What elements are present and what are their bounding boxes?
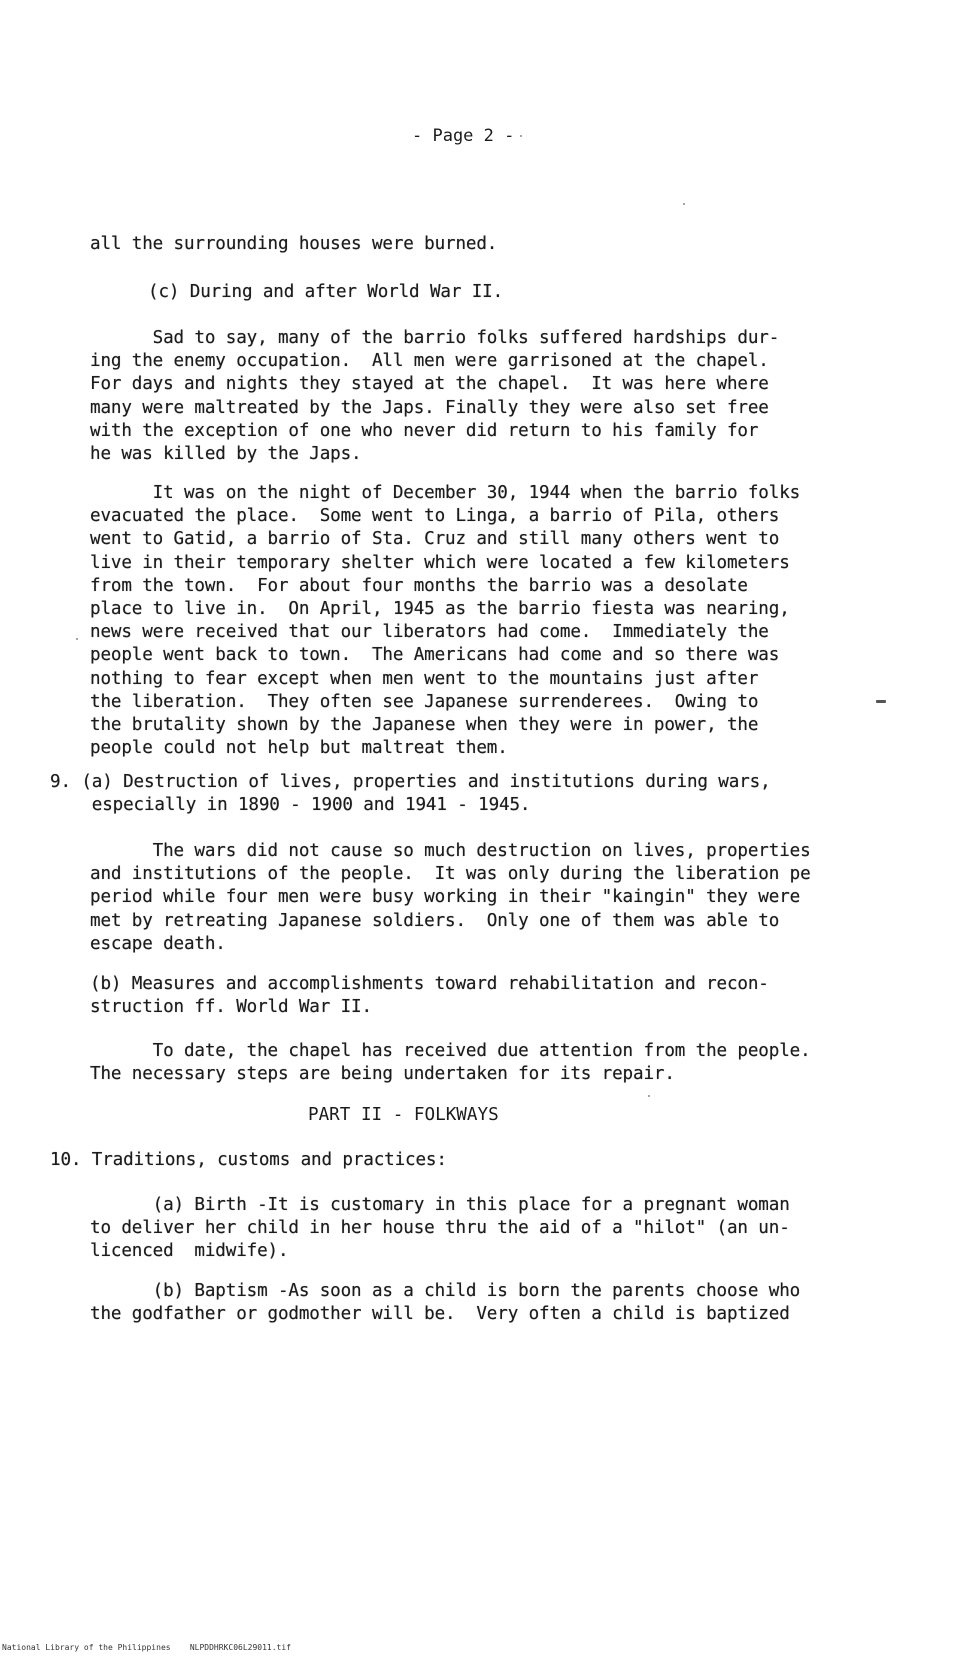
text-line: (b) Baptism -As soon as a child is born the parents choose who (90, 1281, 801, 1301)
text-line: he was killed by the Japs. (90, 444, 362, 464)
text-line: the godfather or godmother will be. Very often a child is baptized (90, 1304, 790, 1325)
text-line: especially in 1890 - 1900 and 1941 - 1945. (50, 795, 531, 816)
scan-speck (683, 203, 685, 205)
text-line: escape death. (90, 933, 226, 954)
text-line: news were received that our liberators had come. Immediately the (90, 622, 769, 643)
text-line: met by retreating Japanese soldiers. Only one of them was able to (90, 910, 780, 931)
text-line: For days and nights they stayed at the chapel. It was here where (90, 374, 769, 395)
text-line: went to Gatid, a barrio of Sta. Cruz and still many others went to (90, 529, 780, 550)
scan-speck (876, 700, 886, 703)
text-line: place to live in. On April, 1945 as the barrio fiesta was nearing, (90, 599, 790, 619)
text-line: licenced midwife). (90, 1241, 289, 1262)
scan-speck (648, 1095, 650, 1097)
text-line: people went back to town. The Americans had come and so there was (90, 645, 780, 666)
text-line: live in their temporary shelter which were located a few kilometers (90, 552, 790, 573)
text-line: (b) Measures and accomplishments toward rehabilitation and recon- (90, 974, 769, 994)
text-line: many were maltreated by the Japs. Finally they were also set free (90, 397, 769, 418)
page-header: - Page 2 - (412, 126, 515, 146)
text-line: evacuated the place. Some went to Linga, a barrio of Pila, others (90, 506, 780, 527)
text-line: all the surrounding houses were burned. (90, 234, 498, 254)
text-line: and institutions of the people. It was only during the liberation pe (90, 864, 811, 885)
text-line: nothing to fear except when men went to the mountains just after (90, 668, 759, 689)
text-line: from the town. For about four months the barrio was a desolate (90, 575, 748, 596)
section-heading: PART II - FOLKWAYS (308, 1105, 499, 1125)
scan-speck (520, 135, 522, 137)
text-line: the brutality shown by the Japanese when they were in power, the (90, 715, 759, 735)
text-line: struction ff. World War II. (90, 997, 372, 1018)
text-line: ing the enemy occupation. All men were garrisoned at the chapel. (90, 351, 769, 372)
text-line: with the exception of one who never did return to his family for (90, 420, 759, 441)
text-line: The wars did not cause so much destruction on lives, properties (90, 841, 811, 861)
archive-footer: National Library of the Philippines NLPDDHRKC06L29011.tif (2, 1643, 291, 1652)
text-line: the liberation. They often see Japanese surrenderees. Owing to (90, 691, 759, 712)
text-line: 10. Traditions, customs and practices: (50, 1150, 447, 1170)
text-line: To date, the chapel has received due attention from the people. (90, 1041, 811, 1061)
text-line: 9. (a) Destruction of lives, properties and institutions during wars, (50, 772, 771, 792)
text-line: (c) During and after World War II. (148, 282, 504, 302)
text-line: It was on the night of December 30, 1944 when the barrio folks (90, 483, 801, 503)
text-line: people could not help but maltreat them. (90, 738, 508, 759)
text-line: to deliver her child in her house thru the aid of a "hilot" (an un- (90, 1218, 790, 1239)
text-line: The necessary steps are being undertaken for its repair. (90, 1064, 675, 1085)
text-line: Sad to say, many of the barrio folks suffered hardships dur- (90, 328, 780, 348)
text-line: (a) Birth -It is customary in this place for a pregnant woman (90, 1195, 790, 1215)
scan-speck (76, 638, 78, 640)
text-line: period while four men were busy working in their "kaingin" they were (90, 887, 801, 908)
